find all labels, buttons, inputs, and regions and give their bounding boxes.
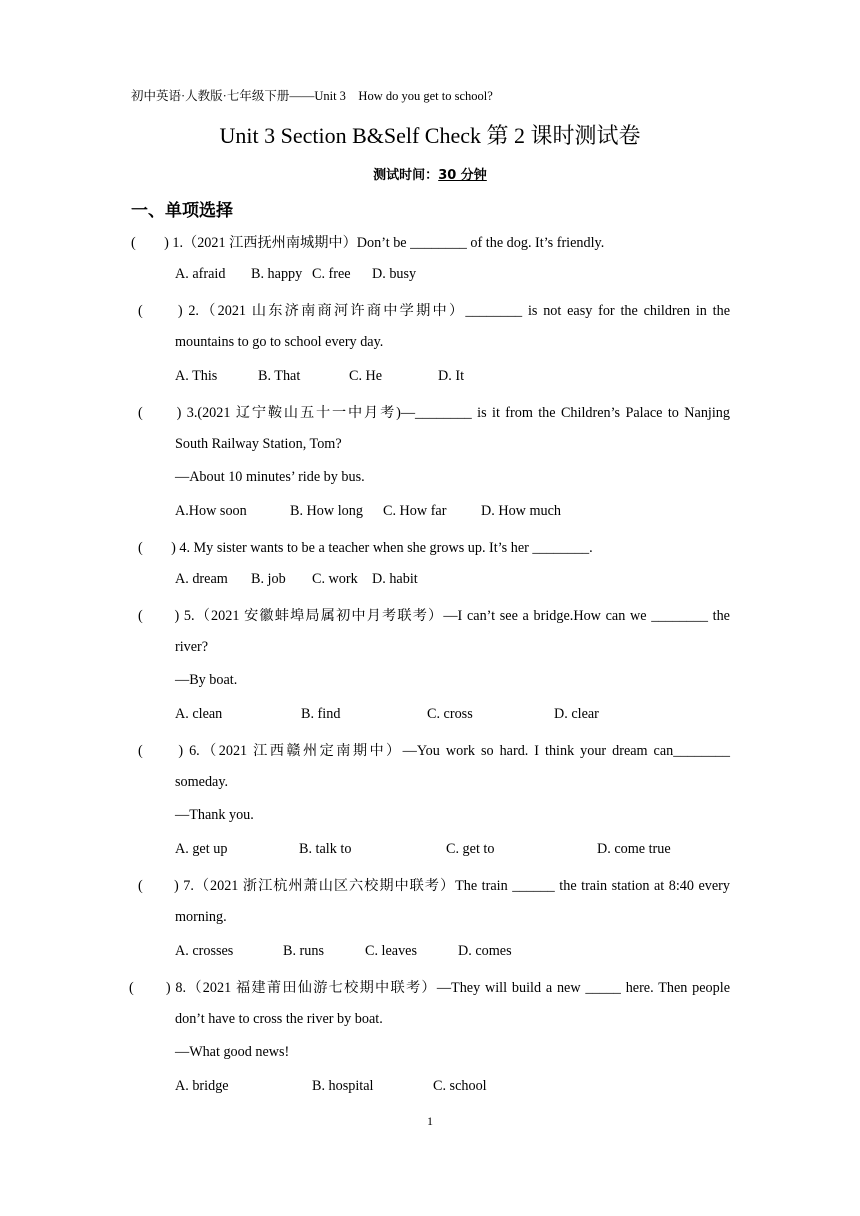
q4-option-a: A. dream bbox=[175, 571, 228, 587]
question-5-cont-2: —By boat. bbox=[175, 672, 238, 688]
q8-option-a: A. bridge bbox=[175, 1078, 229, 1094]
page-header: 初中英语·人教版·七年级下册——Unit 3 How do you get to school? bbox=[131, 89, 493, 103]
q3-option-a: A.How soon bbox=[175, 503, 247, 519]
question-5-cont-1: river? bbox=[175, 639, 209, 655]
q6-option-d: D. come true bbox=[597, 841, 671, 857]
q5-option-c: C. cross bbox=[427, 706, 473, 722]
question-6-cont-1: someday. bbox=[175, 774, 229, 790]
q2-option-b: B. That bbox=[258, 368, 301, 384]
q6-option-c: C. get to bbox=[446, 841, 495, 857]
page-number: 1 bbox=[427, 1114, 433, 1128]
question-8-cont-1: don’t have to cross the river by boat. bbox=[175, 1011, 383, 1027]
q2-option-d: D. It bbox=[438, 368, 465, 384]
q1-option-d: D. busy bbox=[372, 266, 417, 282]
question-3-stem: ( ) 3.(2021 辽宁鞍山五十一中月考)—________ is it from the Children’s Palace to Nanjing bbox=[138, 405, 730, 421]
question-6-cont-2: —Thank you. bbox=[175, 807, 254, 823]
q8-option-b: B. hospital bbox=[312, 1078, 374, 1094]
q4-option-c: C. work bbox=[312, 571, 358, 587]
q4-option-d: D. habit bbox=[372, 571, 418, 587]
q3-option-c: C. How far bbox=[383, 503, 447, 519]
q5-option-a: A. clean bbox=[175, 706, 223, 722]
q8-option-c: C. school bbox=[433, 1078, 487, 1094]
question-7-cont-1: morning. bbox=[175, 909, 227, 925]
q1-option-a: A. afraid bbox=[175, 266, 226, 282]
test-duration bbox=[0, 164, 860, 183]
q7-option-a: A. crosses bbox=[175, 943, 234, 959]
test-duration-label: 测试时间： bbox=[373, 168, 439, 183]
q7-option-d: D. comes bbox=[458, 943, 512, 959]
question-6-stem: ( ) 6.（2021 江西赣州定南期中）—You work so hard. I think your dream can________ bbox=[138, 743, 730, 759]
q1-option-b: B. happy bbox=[251, 266, 303, 282]
question-5-stem: ( ) 5.（2021 安徽蚌埠局属初中月考联考）—I can’t see a bridge.How can we ________ the bbox=[138, 608, 730, 624]
question-8-cont-2: —What good news! bbox=[175, 1044, 290, 1060]
q5-option-b: B. find bbox=[301, 706, 341, 722]
q7-option-c: C. leaves bbox=[365, 943, 418, 959]
question-3-cont-2: —About 10 minutes’ ride by bus. bbox=[175, 469, 365, 485]
q3-option-b: B. How long bbox=[290, 503, 363, 519]
q6-option-b: B. talk to bbox=[299, 841, 352, 857]
q7-option-b: B. runs bbox=[283, 943, 324, 959]
question-2-cont-1: mountains to go to school every day. bbox=[175, 334, 384, 350]
q6-option-a: A. get up bbox=[175, 841, 228, 857]
question-3-cont-1: South Railway Station, Tom? bbox=[175, 436, 342, 452]
q4-option-b: B. job bbox=[251, 571, 286, 587]
page-title: Unit 3 Section B&Self Check 第 2 课时测试卷 bbox=[219, 123, 641, 148]
test-duration-value: 30 分钟 bbox=[438, 168, 487, 183]
question-1-stem: ( ) 1.（2021 江西抚州南城期中）Don’t be ________ of the dog. It’s friendly. bbox=[131, 235, 605, 251]
question-2-stem: ( ) 2.（2021 山东济南商河许商中学期中）________ is not easy for the children in the bbox=[138, 303, 730, 319]
q1-option-c: C. free bbox=[312, 266, 351, 282]
q2-option-a: A. This bbox=[175, 368, 218, 384]
question-8-stem: ( ) 8.（2021 福建莆田仙游七校期中联考）—They will build a new _____ here. Then people bbox=[129, 980, 730, 996]
section-heading: 一、单项选择 bbox=[131, 201, 233, 221]
q2-option-c: C. He bbox=[349, 368, 383, 384]
q5-option-d: D. clear bbox=[554, 706, 599, 722]
question-7-stem: ( ) 7.（2021 浙江杭州萧山区六校期中联考）The train ______ the train station at 8:40 every bbox=[138, 878, 730, 894]
question-4-stem: ( ) 4. My sister wants to be a teacher when she grows up. It’s her ________. bbox=[138, 540, 593, 556]
q3-option-d: D. How much bbox=[481, 503, 561, 519]
